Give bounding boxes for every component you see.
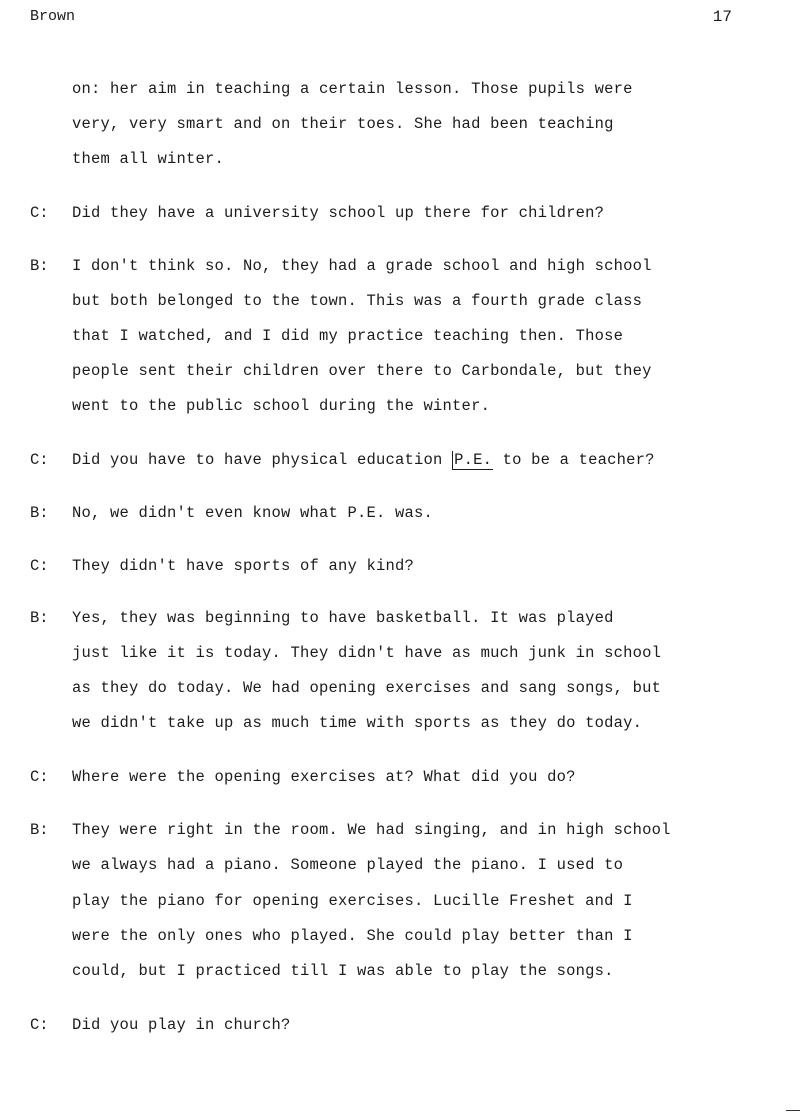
transcript-line: went to the public school during the winter. xyxy=(72,397,491,415)
transcript-line: could, but I practiced till I was able to play the songs. xyxy=(72,962,614,980)
transcript-line: Did you play in church? xyxy=(72,1016,291,1034)
speaker-label: B: xyxy=(30,821,49,839)
transcript-line: people sent their children over there to Carbondale, but they xyxy=(72,362,652,380)
transcript-line: very, very smart and on their toes. She had been teaching xyxy=(72,115,614,133)
transcript-line: Did they have a university school up there for children? xyxy=(72,204,605,222)
transcript-line: that I watched, and I did my practice teaching then. Those xyxy=(72,327,624,345)
transcript-line: I don't think so. No, they had a grade school and high school xyxy=(72,257,652,275)
speaker-label: B: xyxy=(30,609,49,627)
transcript-line: They didn't have sports of any kind? xyxy=(72,557,415,575)
speaker-label: C: xyxy=(30,1016,49,1034)
transcript-line: were the only ones who played. She could play better than I xyxy=(72,927,633,945)
transcript-line: we always had a piano. Someone played the piano. I used to xyxy=(72,856,624,874)
transcript-line: Where were the opening exercises at? What did you do? xyxy=(72,768,576,786)
line-text-after: to be a teacher? xyxy=(493,451,655,469)
transcript-line: No, we didn't even know what P.E. was. xyxy=(72,504,434,522)
speaker-label: C: xyxy=(30,768,49,786)
transcript-line: we didn't take up as much time with sports as they do today. xyxy=(72,714,643,732)
speaker-label: C: xyxy=(30,557,49,575)
transcript-line: on: her aim in teaching a certain lesson. Those pupils were xyxy=(72,80,633,98)
page-edge-mark xyxy=(786,1110,800,1111)
transcript-line: them all winter. xyxy=(72,150,225,168)
editorial-bracket: P.E. xyxy=(454,451,493,469)
page-number: 17 xyxy=(712,8,732,26)
transcript-line xyxy=(72,451,655,469)
speaker-label: C: xyxy=(30,204,49,222)
transcript-line: They were right in the room. We had singing, and in high school xyxy=(72,821,671,839)
line-text-before: Did you have to have physical education xyxy=(72,451,453,469)
transcript-line: just like it is today. They didn't have as much junk in school xyxy=(72,644,662,662)
transcript-line: Yes, they was beginning to have basketball. It was played xyxy=(72,609,614,627)
speaker-label: B: xyxy=(30,257,49,275)
header-name: Brown xyxy=(30,8,76,25)
transcript-line: play the piano for opening exercises. Lucille Freshet and I xyxy=(72,892,633,910)
transcript-line: as they do today. We had opening exercises and sang songs, but xyxy=(72,679,662,697)
speaker-label: C: xyxy=(30,451,49,469)
transcript-line: but both belonged to the town. This was a fourth grade class xyxy=(72,292,643,310)
speaker-label: B: xyxy=(30,504,49,522)
